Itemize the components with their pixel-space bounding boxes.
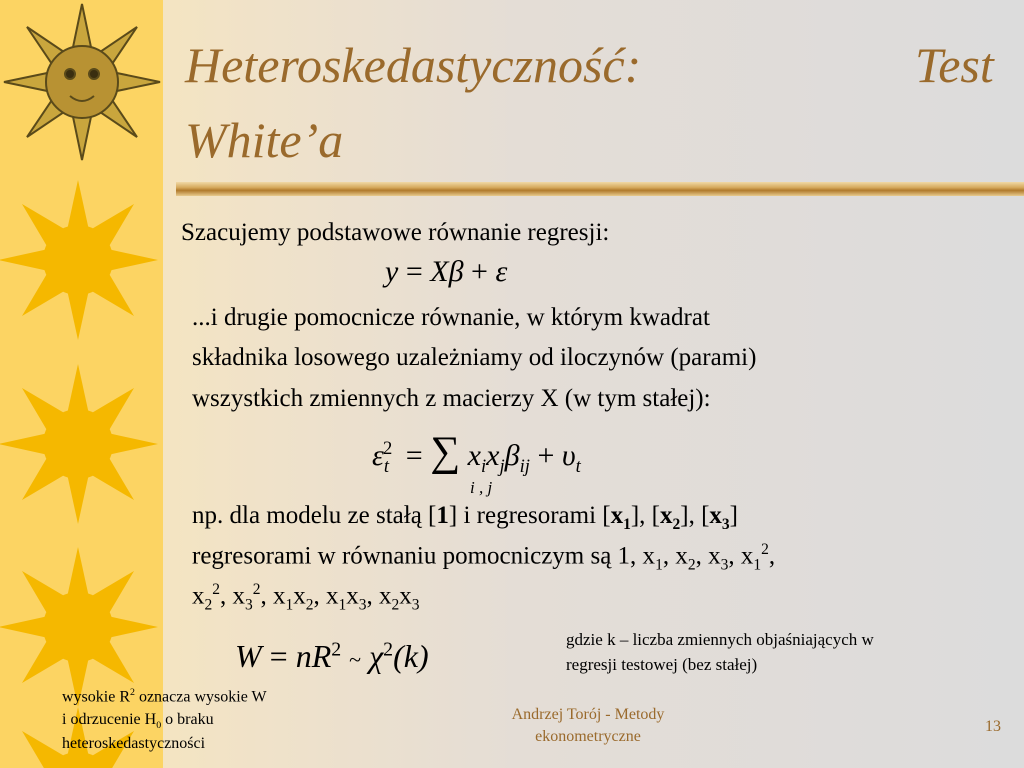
page-title-line1-left: Heteroskedastyczność: xyxy=(185,37,642,93)
pow: 2 xyxy=(212,581,220,598)
eq1-plus: + xyxy=(471,255,488,288)
pow: 2 xyxy=(761,541,769,558)
sep: , x xyxy=(695,542,721,570)
eq2-x1: x xyxy=(467,439,481,472)
var: x xyxy=(326,582,339,610)
idx: 1 xyxy=(285,596,294,614)
title-divider xyxy=(176,182,1024,196)
eq2-x2: x xyxy=(486,439,500,472)
footer-author-line1: Andrzej Torój - Metody xyxy=(511,706,665,723)
eq2-eq: = xyxy=(405,439,423,472)
page-title-line1-right: Test xyxy=(915,37,994,93)
side-note-line-2: regresji testowej (bez stałej) xyxy=(566,655,758,674)
sep: , x xyxy=(728,542,754,570)
eq3-W: W xyxy=(235,638,262,674)
footer-author xyxy=(478,704,698,749)
pow: 2 xyxy=(252,581,261,598)
sun-icon xyxy=(0,362,165,527)
var: x xyxy=(232,582,245,610)
eq2-t: t xyxy=(383,456,389,477)
footer-author-line2: ekonometryczne xyxy=(535,728,641,746)
example-text-c: regresorami w równaniu pomocniczym są 1, x xyxy=(192,542,656,570)
test-statistic-equation xyxy=(235,638,429,675)
bottom-note-sq: 2 xyxy=(130,687,135,698)
eq1-eq: = xyxy=(405,255,423,288)
var: x xyxy=(273,582,286,610)
bottom-note-e: heteroskedastyczności xyxy=(62,734,206,752)
idx: 2 xyxy=(204,596,213,614)
bottom-note xyxy=(62,686,267,755)
sun-icon xyxy=(0,178,165,343)
eq1-y: y xyxy=(385,255,399,288)
regression-equation xyxy=(385,255,507,289)
var-x2-index: 2 xyxy=(672,516,681,533)
auxiliary-equation xyxy=(372,428,581,478)
eq2-t2: t xyxy=(575,456,581,477)
var-x1-index: 1 xyxy=(623,516,631,533)
var-x1: x xyxy=(610,502,624,529)
idx: 2 xyxy=(687,556,696,574)
example-line-3: $x_2^2$, $x_3^2$, $x_1x_2$, $x_1x_3$, $x_2x_3$ xyxy=(192,581,420,614)
idx: 3 xyxy=(245,596,253,614)
page-title-line2: White’a xyxy=(185,112,344,168)
var: x xyxy=(346,582,359,610)
var-x3: x xyxy=(709,502,722,529)
var-x2: x xyxy=(660,502,673,529)
eq2-i: i xyxy=(481,456,487,477)
eq3-chi: χ xyxy=(369,638,384,674)
eq2-sq: 2 xyxy=(383,438,393,459)
eq2-ij: ij xyxy=(519,456,530,477)
idx: 2 xyxy=(305,596,314,614)
sun-face-icon xyxy=(0,0,165,165)
eq3-sq: 2 xyxy=(331,638,342,661)
eq1-eps: ε xyxy=(495,255,508,288)
eq2-eps: ε xyxy=(372,439,384,472)
aux-line-1: ...i drugie pomocnicze równanie, w którym kwadrat xyxy=(192,304,710,331)
eq2-upsilon: υ xyxy=(561,439,576,472)
example-text-b: ] i regresorami [ xyxy=(448,502,611,529)
eq2-beta: β xyxy=(504,439,520,472)
var-x3-index: 3 xyxy=(721,516,730,533)
eq1-beta: β xyxy=(448,255,464,288)
aux-line-2: składnika losowego uzależniamy od iloczynów (parami) xyxy=(192,344,757,371)
eq3-k: (k) xyxy=(393,638,429,674)
intro-text: Szacujemy podstawowe równanie regresji: xyxy=(181,219,610,246)
sum-index: i , j xyxy=(470,478,493,497)
bottom-note-c: i odrzucenie H xyxy=(62,710,157,728)
eq3-chisq: 2 xyxy=(383,638,394,661)
example-line-1: np. dla modelu ze stałą [1] i regresorami $[x_1]$, $[x_2]$, $[x_3]$ xyxy=(192,502,738,533)
example-text-a: np. dla modelu ze stałą [ xyxy=(192,502,437,529)
eq2-j: j xyxy=(499,456,505,477)
var: x xyxy=(192,582,205,610)
idx: 3 xyxy=(720,556,729,574)
aux-line-3: wszystkich zmiennych z macierzy X (w tym stałej): xyxy=(192,385,711,412)
bottom-note-a: wysokie R xyxy=(62,688,130,706)
var: x xyxy=(379,582,392,610)
idx: 1 xyxy=(338,596,347,614)
bottom-note-zero: 0 xyxy=(156,719,162,731)
idx: 3 xyxy=(358,596,367,614)
idx: 1 xyxy=(753,556,762,574)
eq3-n: n xyxy=(295,638,312,674)
eq3-tilde: ~ xyxy=(349,647,362,672)
idx: 1 xyxy=(655,556,663,574)
var: x xyxy=(293,582,306,610)
var: x xyxy=(399,582,412,610)
eq3-eq: = xyxy=(269,638,288,674)
idx: 3 xyxy=(411,596,420,614)
sum-icon: ∑ xyxy=(430,429,461,475)
example-line-2: regresorami w równaniu pomocniczym są 1, $x_1$, $x_2$, $x_3$, $x_1^2$, xyxy=(192,541,776,574)
page-number: 13 xyxy=(985,718,1001,735)
sep: , x xyxy=(662,542,688,570)
bottom-note-d: o braku xyxy=(161,710,214,728)
example-one: 1 xyxy=(436,502,449,529)
eq1-X: X xyxy=(430,255,449,288)
idx: 2 xyxy=(391,596,400,614)
side-note-line-1: gdzie k – liczba zmiennych objaśniających w xyxy=(566,630,874,649)
eq3-R: R xyxy=(311,638,332,674)
eq2-plus: + xyxy=(537,439,555,472)
bottom-note-b: oznacza wysokie W xyxy=(134,688,267,706)
